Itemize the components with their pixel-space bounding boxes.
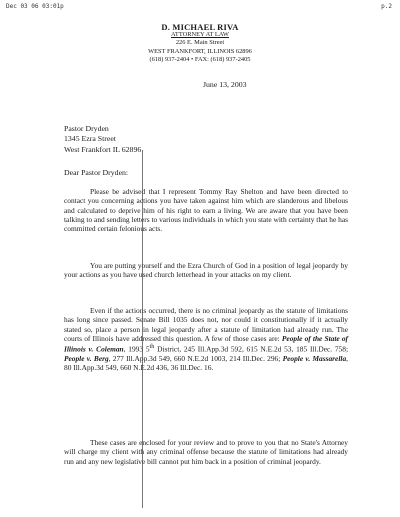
case-citation-massarella: People v. Massarella: [282, 353, 347, 363]
paragraph-3-part-c: District, 245 Ill.App.3d 592, 615 N.E.2d 53, 185 Ill.Dec. 758;: [154, 344, 348, 354]
fax-page-number: p.2: [381, 3, 392, 10]
paragraph-3-part-e: , 80 Ill.App.3d 549, 660 N.E.2d 436, 36 Ill.Dec. 16.: [64, 353, 349, 373]
recipient-street: 1345 Ezra Street: [64, 134, 116, 144]
paragraph-4-text: These cases are enclosed for your review and to prove to you that no State's Attorney will charge my client with any criminal offense because the statute of limitations had already run and any new legislative bill cannot put him back in a position of criminal jeopardy.: [64, 438, 348, 466]
letterhead-title: ATTORNEY AT LAW: [171, 31, 229, 39]
recipient-city: West Frankfort IL 62896: [64, 144, 142, 154]
recipient-address: [64, 124, 141, 155]
letter-date: June 13, 2003: [203, 80, 247, 89]
letterhead-phone: (618) 937-2404 • FAX: (618) 937-2405: [149, 55, 251, 63]
paragraph-4: [64, 438, 348, 466]
paragraph-3-text: [64, 306, 348, 373]
fax-date: Dec 03 06 03:01p: [6, 3, 64, 10]
paragraph-1: [64, 187, 348, 233]
paragraph-2: [64, 261, 348, 280]
fax-header: [6, 3, 392, 13]
case-citation-coleman: People of the State of Illinois v. Coleman: [64, 333, 349, 354]
letterhead-street: 226 E. Main Street: [175, 39, 225, 47]
recipient-name: Pastor Dryden: [64, 124, 109, 133]
scan-artifact-line: [142, 150, 143, 508]
case-citation-berg: People v. Berg: [64, 353, 109, 363]
salutation: Dear Pastor Dryden:: [64, 168, 129, 177]
paragraph-3-part-b: , 1993 5: [123, 344, 150, 354]
ordinal-suffix: th: [149, 344, 155, 351]
letterhead-city: WEST FRANKFORT, ILLINOIS 62896: [148, 47, 252, 55]
paragraph-3-part-d: , 277 Ill.App.3d 549, 660 N.E.2d 1003, 214 Ill.Dec. 296;: [108, 353, 283, 363]
paragraph-1-text: Please be advised that I represent Tommy Ray Shelton and have been directed to contact you concerning actions you have taken against him which are slanderous and libelous and calculated to deprive him of his right to earn a living. We are aware that you have been talking to and sending letters to various individuals in which you state with certainty that he has committed certain felonious acts.: [64, 187, 348, 234]
paragraph-3: [64, 306, 348, 373]
paragraph-2-text: You are putting yourself and the Ezra Church of God in a position of legal jeopardy by your actions as you have used church letterhead in your attacks on my client.: [64, 261, 348, 280]
paragraph-3-part-a: Even if the actions occurred, there is no criminal jeopardy as the statute of limitations has long since passed. Senate Bill 1035 does not, nor could it constitutionally if it actually stated so, place a person in legal jeopardy after a statute of limitation had already run. The courts of Illinois have addressed this question. A few of those cases are:: [64, 306, 348, 343]
letterhead: [0, 23, 400, 64]
letterhead-name: D. MICHAEL RIVA: [161, 22, 239, 32]
